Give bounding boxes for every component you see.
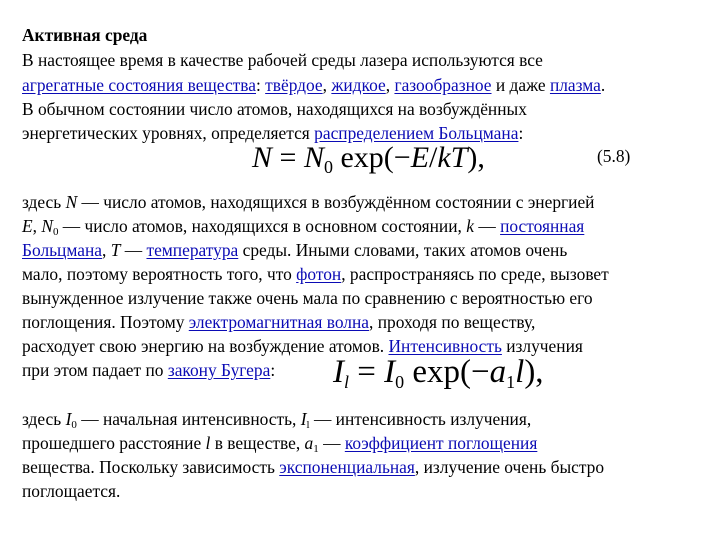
text-span: : [518, 123, 524, 143]
text-span: , [322, 75, 332, 95]
text-span: , [32, 216, 42, 236]
formula-var: k [437, 141, 451, 174]
paragraph-1-line-3: В обычном состоянии число атомов, находящихся на возбуждённых [22, 99, 527, 119]
paragraph-2-line-8 [22, 360, 275, 380]
text-span: . [600, 75, 606, 95]
text-span: поглощения. Поэтому [22, 312, 189, 332]
paragraph-2-line-3 [22, 240, 567, 260]
formula-boltzmann [252, 140, 485, 176]
formula-op: / [429, 141, 438, 174]
link-boltzmann-constant-cont[interactable]: Больцмана [22, 240, 102, 260]
formula-var: N [252, 141, 273, 174]
link-intensity[interactable]: Интенсивность [388, 336, 502, 356]
formula-op: = [272, 141, 304, 174]
text-span: в веществе, [210, 433, 305, 453]
math-var: T [110, 240, 121, 260]
math-var: k [466, 216, 474, 236]
math-subscript: 1 [313, 443, 319, 455]
link-gaseous[interactable]: газообразное [394, 75, 492, 95]
text-span: — [318, 433, 345, 453]
math-subscript: l [306, 419, 310, 431]
formula-bouguer [333, 352, 544, 392]
text-span: : [255, 75, 266, 95]
formula-var: N [303, 141, 324, 174]
formula-op: ), [524, 354, 544, 390]
paragraph-3-line-4: поглощается. [22, 481, 121, 501]
math-var: N [41, 216, 53, 236]
math-var: l [205, 433, 211, 453]
text-span: излучения [501, 336, 583, 356]
text-span: здесь [22, 192, 66, 212]
formula-op: exp(− [404, 354, 490, 390]
text-span: мало, поэтому вероятность того, что [22, 264, 297, 284]
paragraph-2-line-2 [22, 216, 584, 236]
link-aggregate-states[interactable]: агрегатные состояния вещества [22, 75, 256, 95]
math-var: N [65, 192, 78, 212]
link-boltzmann-constant[interactable]: постоянная [500, 216, 585, 236]
text-span: — [473, 216, 501, 236]
math-var: E [22, 216, 33, 236]
text-span: — число атомов, находящихся в возбуждённом состоянии с энергией [77, 192, 595, 212]
text-span: прошедшего расстояние [22, 433, 206, 453]
formula-var: E [410, 141, 430, 174]
text-span: , распространяясь по среде, вызовет [341, 264, 609, 284]
paragraph-3-line-1 [22, 409, 531, 429]
paragraph-1-line-1: В настоящее время в качестве рабочей среды лазера используются все [22, 50, 543, 70]
text-span: — [120, 240, 147, 260]
math-var: I [65, 409, 72, 429]
text-span: среды. Иными словами, таких атомов очень [238, 240, 568, 260]
paragraph-3-line-2 [22, 433, 537, 453]
text-span: , проходя по веществу, [369, 312, 536, 332]
formula-subscript: 1 [506, 372, 516, 392]
link-photon[interactable]: фотон [296, 264, 342, 284]
link-temperature[interactable]: температура [146, 240, 239, 260]
formula-var: T [450, 141, 468, 174]
formula-subscript: 0 [395, 372, 405, 392]
paragraph-3-line-3 [22, 457, 604, 477]
text-span: и даже [491, 75, 550, 95]
paragraph-2-line-1 [22, 192, 594, 212]
paragraph-1-line-2 [22, 75, 605, 95]
paragraph-2-line-4 [22, 264, 609, 284]
math-subscript: 0 [52, 226, 59, 238]
text-span: — число атомов, находящихся в основном состоянии, [58, 216, 467, 236]
math-var: a [304, 433, 314, 453]
formula-var: I [384, 354, 396, 390]
formula-subscript: l [344, 372, 350, 392]
text-span: вещества. Поскольку зависимость [22, 457, 280, 477]
text-span: , [385, 75, 395, 95]
link-solid[interactable]: твёрдое [265, 75, 323, 95]
paragraph-2-line-5: вынужденное излучение также очень мала по сравнению с вероятностью его [22, 288, 593, 308]
link-exponential[interactable]: экспоненциальная [279, 457, 415, 477]
formula-subscript: 0 [323, 157, 333, 177]
math-subscript: 0 [71, 419, 77, 431]
text-span: , [102, 240, 111, 260]
text-span: : [270, 360, 276, 380]
text-span: — начальная интенсивность, [76, 409, 301, 429]
text-span: энергетических уровнях, определяется [22, 123, 315, 143]
section-title: Активная среда [22, 25, 148, 45]
text-span: при этом падает по [22, 360, 168, 380]
link-boltzmann-distribution[interactable]: распределением Больцмана [314, 123, 519, 143]
formula-op: = [349, 354, 385, 390]
formula-var: l [515, 354, 525, 390]
link-bouguer-law[interactable]: закону Бугера [167, 360, 271, 380]
math-var: I [300, 409, 307, 429]
link-absorption-coefficient[interactable]: коэффициент поглощения [344, 433, 538, 453]
link-plasma[interactable]: плазма [549, 75, 601, 95]
paragraph-2-line-6 [22, 312, 535, 332]
formula-var: a [489, 354, 507, 390]
formula-op: exp(− [332, 141, 411, 174]
text-span: , излучение очень быстро [414, 457, 605, 477]
equation-number: (5.8) [597, 146, 631, 166]
text-span: здесь [22, 409, 66, 429]
text-span: расходует свою энергию на возбуждение атомов. [22, 336, 389, 356]
link-electromagnetic-wave[interactable]: электромагнитная волна [188, 312, 369, 332]
link-liquid[interactable]: жидкое [331, 75, 386, 95]
formula-op: ), [467, 141, 485, 174]
formula-var: I [333, 354, 344, 390]
text-span: — интенсивность излучения, [309, 409, 532, 429]
